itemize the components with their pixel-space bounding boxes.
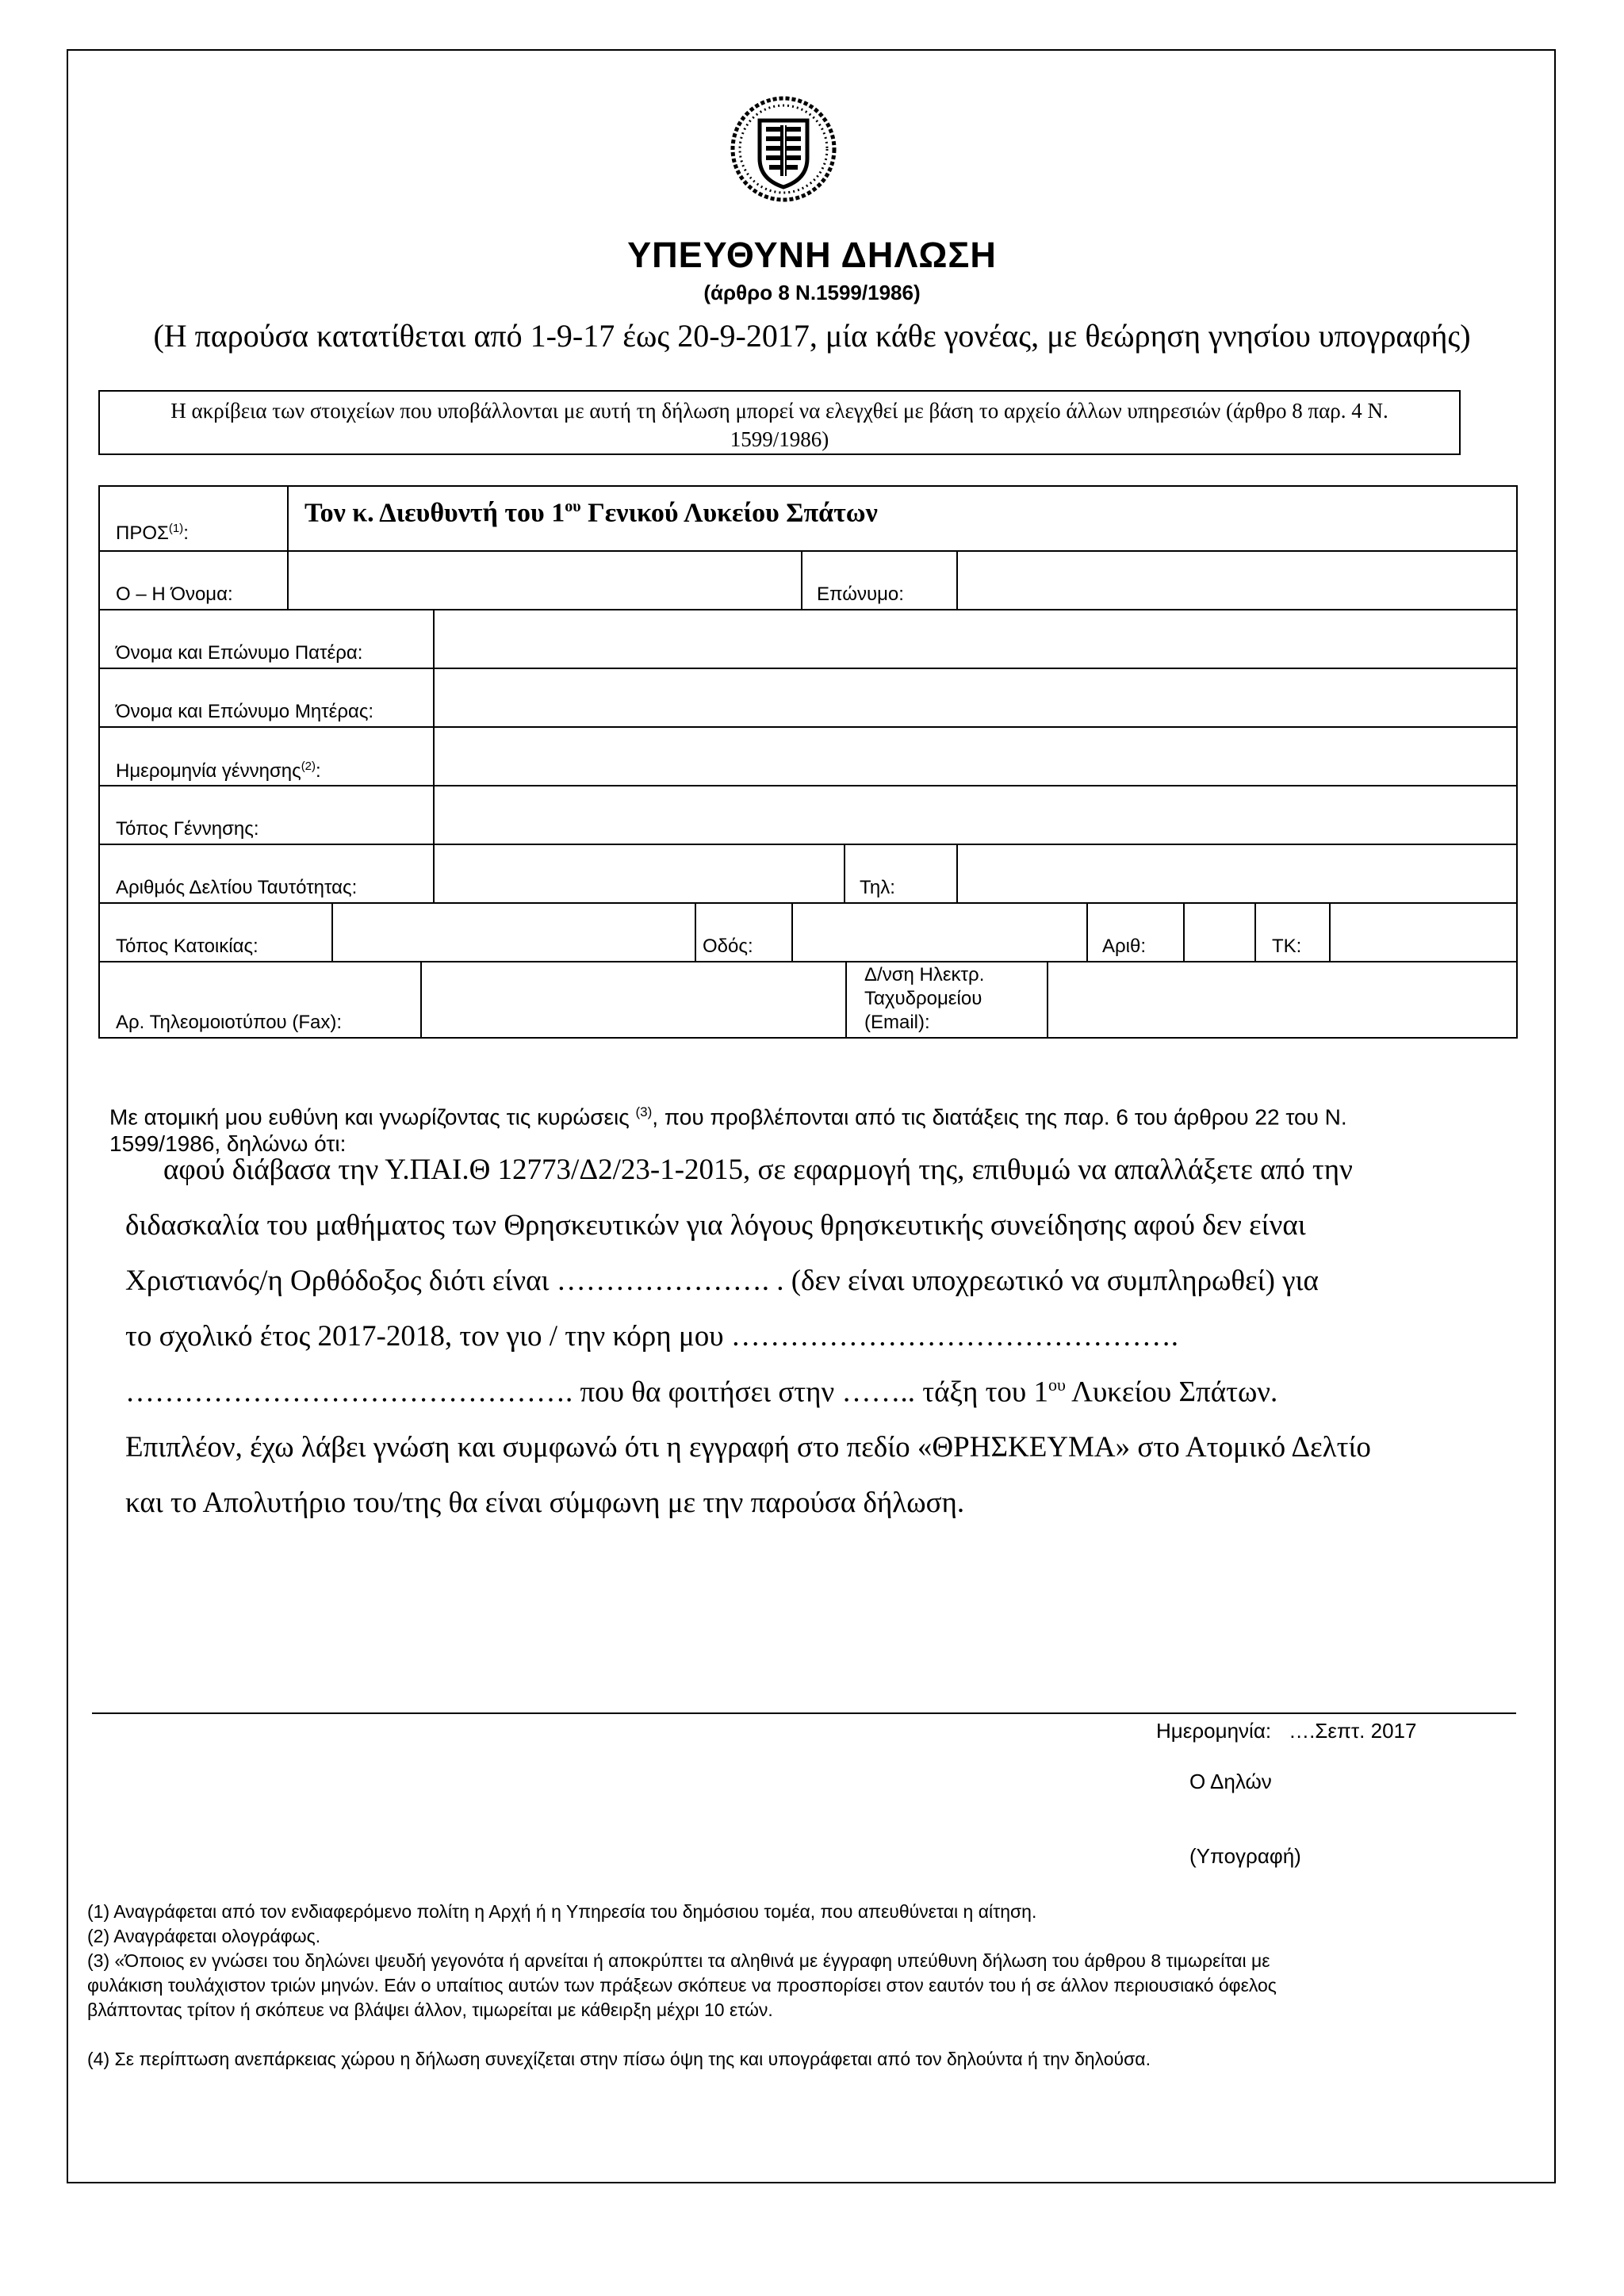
footnote-3-line-1: (3) «Όποιος εν γνώσει του δηλώνει ψευδή γεγονότα ή αρνείται ή αποκρύπτει τα αληθινά με έγγραφη υπεύθυνη δήλωση του άρθρου 8 τιμωρείται με <box>87 1950 1270 1971</box>
father-name-label: Όνομα και Επώνυμο Πατέρα: <box>116 642 363 664</box>
footnotes <box>87 1900 1530 2072</box>
number-label: Αριθ: <box>1102 936 1147 957</box>
phone-label-cell <box>844 844 958 904</box>
surname-field[interactable] <box>956 550 1518 610</box>
first-name-label: Ο – Η Όνομα: <box>116 584 233 605</box>
accuracy-notice: Η ακρίβεια των στοιχείων που υποβάλλονται με αυτή τη δήλωση μπορεί να ελεγχθεί με βάση το αρχείο άλλων υπηρεσιών (άρθρο 8 παρ. 4 Ν. 1599/1986) <box>98 390 1461 455</box>
id-number-field[interactable] <box>433 844 845 904</box>
footnote-3-line-3: βλάπτοντας τρίτον ή σκόπευε να βλάψει άλλον, τιμωρείται με κάθειρξη μέχρι 10 ετών. <box>87 1999 773 2020</box>
birthdate-field[interactable] <box>433 726 1518 786</box>
fax-label-cell <box>98 961 422 1039</box>
to-label-cell <box>98 485 289 552</box>
email-label-line-1: Δ/νση Ηλεκτρ. <box>864 964 985 985</box>
postcode-label: ΤΚ: <box>1272 936 1302 957</box>
email-label-line-2: Ταχυδρομείου <box>864 988 982 1009</box>
birthplace-label: Τόπος Γέννησης: <box>116 818 259 840</box>
surname-label: Επώνυμο: <box>817 584 904 605</box>
street-field[interactable] <box>791 902 1088 962</box>
mother-name-field[interactable] <box>433 668 1518 728</box>
first-name-label-cell <box>98 550 289 610</box>
mother-label-cell <box>98 668 435 728</box>
residence-label-cell <box>98 902 333 962</box>
phone-field[interactable] <box>956 844 1518 904</box>
to-label: ΠΡΟΣ$^{(1)}$: <box>116 522 189 544</box>
statement-line-4: το σχολικό έτος 2017-2018, τον γιο / την κόρη μου ………………………………………. <box>125 1320 1179 1353</box>
date-row <box>1156 1719 1416 1743</box>
first-name-field[interactable] <box>287 550 802 610</box>
footnote-2: (2) Αναγράφεται ολογράφως. <box>87 1926 321 1946</box>
number-label-cell <box>1086 902 1185 962</box>
residence-field[interactable] <box>331 902 696 962</box>
filing-note: (Η παρούσα κατατίθεται από 1-9-17 έως 20-9-2017, μία κάθε γονέας, με θεώρηση γνησίου υπογραφής) <box>153 318 1471 354</box>
statement-line-7: και το Απολυτήριο του/της θα είναι σύμφωνη με την παρούσα δήλωση. <box>125 1487 965 1519</box>
declarant-details-form <box>98 485 1518 1048</box>
separator-line <box>92 1712 1516 1714</box>
footnote-3-line-2: φυλάκιση τουλάχιστον τριών μηνών. Εάν ο υπαίτιος αυτών των πράξεων σκόπευε να προσπορίσει στον εαυτόν του ή σε άλλον περιουσιακό όφελος <box>87 1975 1277 1996</box>
statement-line-5: ………………………………………. που θα φοιτήσει στην …….. τάξη του $1^{o\upsilon}$ Λυκείου Σπάτων. <box>125 1375 1278 1409</box>
birthdate-label-cell <box>98 726 435 786</box>
postcode-field[interactable] <box>1329 902 1518 962</box>
surname-label-cell <box>801 550 958 610</box>
number-field[interactable] <box>1183 902 1256 962</box>
id-label-cell <box>98 844 435 904</box>
recipient-text: Τον κ. Διευθυντή του $1^{o\upsilon}$ Γενικού Λυκείου Σπάτων <box>304 498 878 528</box>
fax-label: Αρ. Τηλεομοιοτύπου (Fax): <box>116 1012 342 1033</box>
signature-label: (Υπογραφή) <box>1189 1844 1301 1868</box>
footnote-gap <box>87 2022 1530 2047</box>
statement-line-2: διδασκαλία του μαθήματος των Θρησκευτικών για λόγους θρησκευτικής συνείδησης αφού δεν είναι <box>125 1209 1306 1242</box>
date-value[interactable]: ….Σεπτ. 2017 <box>1289 1719 1417 1743</box>
email-field[interactable] <box>1047 961 1518 1039</box>
birthplace-label-cell <box>98 785 435 845</box>
document-title: ΥΠΕΥΘΥΝΗ ΔΗΛΩΣΗ <box>627 235 997 275</box>
father-name-field[interactable] <box>433 609 1518 669</box>
street-label: Οδός: <box>703 936 753 957</box>
father-label-cell <box>98 609 435 669</box>
mother-name-label: Όνομα και Επώνυμο Μητέρας: <box>116 701 374 722</box>
birthdate-label: Ημερομηνία γέννησης$^{(2)}$: <box>116 760 321 782</box>
email-label-line-3: (Email): <box>864 1012 930 1033</box>
footnote-1: (1) Αναγράφεται από τον ενδιαφερόμενο πολίτη η Αρχή ή η Υπηρεσία του δημόσιου τομέα, που απευθύνεται η αίτηση. <box>87 1901 1037 1922</box>
birthplace-field[interactable] <box>433 785 1518 845</box>
postcode-label-cell <box>1254 902 1331 962</box>
statement-line-1: αφού διάβασα την Υ.ΠΑΙ.Θ 12773/Δ2/23-1-2015, σε εφαρμογή της, επιθυμώ να απαλλάξετε από την <box>163 1154 1353 1186</box>
recipient-field[interactable] <box>287 485 1518 552</box>
law-reference: (άρθρο 8 Ν.1599/1986) <box>703 281 921 304</box>
statement-line-6: Επιπλέον, έχω λάβει γνώση και συμφωνώ ότι η εγγραφή στο πεδίο «ΘΡΗΣΚΕΥΜΑ» στο Ατομικό Δελτίο <box>125 1431 1371 1464</box>
street-label-cell <box>695 902 793 962</box>
date-label: Ημερομηνία: <box>1156 1719 1272 1743</box>
phone-label: Τηλ: <box>860 877 895 898</box>
residence-label: Τόπος Κατοικίας: <box>116 936 259 957</box>
declarant-label: Ο Δηλών <box>1189 1770 1272 1793</box>
statement-line-3: Χριστιανός/η Ορθόδοξος διότι είναι …………………. . (δεν είναι υποχρεωτικό να συμπληρωθεί) για <box>125 1265 1319 1297</box>
greek-coat-of-arms-icon <box>728 94 839 205</box>
footnote-4: (4) Σε περίπτωση ανεπάρκειας χώρου η δήλωση συνεχίζεται στην πίσω όψη της και υπογράφεται από τον δηλούντα ή την δηλούσα. <box>87 2049 1151 2069</box>
statement-intro: Με ατομική μου ευθύνη και γνωρίζοντας τις κυρώσεις $^{(3)}$, που προβλέπονται από τις διατάξεις της παρ. 6 του άρθρου 22 του Ν. 1599/1986, δηλώνω ότι: <box>109 1104 1347 1157</box>
email-label-cell <box>845 961 1048 1039</box>
fax-field[interactable] <box>420 961 847 1039</box>
id-number-label: Αριθμός Δελτίου Ταυτότητας: <box>116 877 358 898</box>
